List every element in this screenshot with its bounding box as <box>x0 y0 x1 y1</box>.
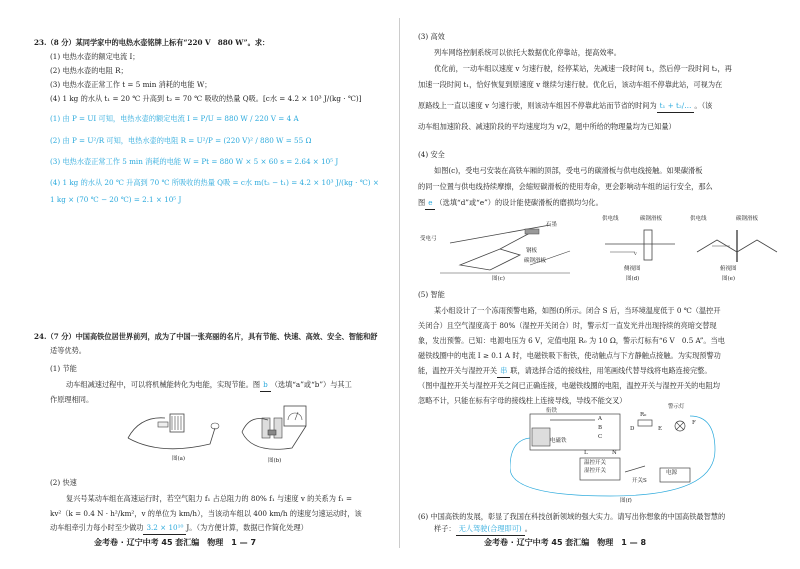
figure-f-label-armature: 衔铁 <box>546 408 558 414</box>
p3-text-4: 原路线上一直以速度 v 匀速行驶，则该动车组因不停靠此站而节省的时间为 t₁ + t₂/… 。（该 <box>418 99 712 113</box>
p6-text-2: 样子： 无人驾驶(合理即可) 。 <box>434 522 532 536</box>
figure-f-label-R0: R₀ <box>640 412 647 418</box>
q24-p2-answer: 3.2 × 10¹⁰ <box>143 521 186 535</box>
q24-p1-text: 动车组减速过程中，可以将机械能转化为电能，实现节能。图 b （选填“a”或“b”）与其工 <box>66 378 352 392</box>
q24-p1-title: (1) 节能 <box>50 364 77 373</box>
right-footer: 金考卷 · 辽宁中考 45 套汇编 物理 1 — 8 <box>484 538 647 547</box>
figure-f-label-A: A <box>598 416 602 422</box>
q23-header: 23.（8 分）某同学家中的电热水壶铭牌上标有“220 V 880 W”。求： <box>34 38 270 47</box>
figure-c-label-1: 受电弓 <box>420 236 437 242</box>
q24-header-2: 适等优势。 <box>50 346 86 355</box>
q23-answer-3: (3) 电热水壶正常工作 5 min 消耗的电能 W = Pt = 880 W × 5 × 60 s = 2.64 × 10⁵ J <box>50 157 339 166</box>
figure-b-diagram <box>232 402 322 458</box>
q24-p2-text-1: 复兴号某动车组在高速运行时，若空气阻力 f₁ 占总阻力的 80% f₁ 与速度 v 的关系为 f₁ = <box>66 494 353 503</box>
figure-d-label-1: 供电线 <box>602 216 619 222</box>
velocity-label: v <box>634 251 637 257</box>
p5-text-1: 某小组设计了一个冻雨预警电路，如图(f)所示。闭合 S 后，当环境温度低于 0 ℃（温控开 <box>434 306 721 315</box>
figure-f-label-N: N <box>612 450 617 456</box>
p4-text-2: 的同一位置与供电线持续摩擦，会缩短碳滑板的使用寿命，更会影响动车组的运行安全，那么 <box>418 182 713 191</box>
figure-f-label-switch-S: 开关S <box>632 478 647 484</box>
figure-e-diagram <box>692 222 782 272</box>
figure-c-label-2: 石墨 <box>546 222 558 228</box>
p5-text-4: 磁铁线圈中的电流 I ≥ 0.1 A 时，电磁铁吸下衔铁，使动触点与下方静触点接触。为实现预警功 <box>418 351 721 360</box>
figure-f-label-power: 电源 <box>666 470 678 476</box>
figure-e-caption: 图(e) <box>722 276 736 282</box>
figure-f-label-B: B <box>598 425 603 431</box>
p4-text-1: 如图(c)，受电弓安装在高铁车厢的顶部，受电弓的碳滑板与供电线接触。如果碳滑板 <box>434 166 703 175</box>
q23-answer-5: 1 kg × (70 ℃ − 20 ℃) = 2.1 × 10⁵ J <box>50 195 182 204</box>
p4-text-3: 图 e （选填“d”或“e”）的设计能使碳滑板的磨损均匀化。 <box>418 196 603 210</box>
figure-d-label-3: 侧视图 <box>624 266 641 272</box>
left-footer: 金考卷 · 辽宁中考 45 套汇编 物理 1 — 7 <box>94 538 257 547</box>
figure-d-caption: 图(d) <box>626 276 640 282</box>
p6-answer: 无人驾驶(合理即可) <box>456 522 525 536</box>
q24-header: 24.（7 分）中国高铁位居世界前列，成为了中国一张亮丽的名片，具有节能、快速、高效、安全、智能和舒 <box>34 332 378 341</box>
q24-p2-text-2: kv²（k = 0.4 N · h²/km²，v 的单位为 km/h），当该动车组以 400 km/h 的速度匀速运动时，该 <box>50 509 362 518</box>
p4-title: (4) 安全 <box>418 150 445 159</box>
q23-part-3: (3) 电热水壶正常工作 t = 5 min 消耗的电能 W； <box>50 80 212 89</box>
figure-e-label-3: 俯视图 <box>720 266 737 272</box>
q24-p1-answer: b <box>260 378 271 392</box>
p3-text-3: 加速一段时间 t₁，恰好恢复到原速度 v 继续匀速行驶。优化后，该动车组不停靠此站，可视为在 <box>418 80 723 89</box>
q23-answer-4: (4) 1 kg 的水从 20 ℃ 升高到 70 ℃ 所吸收的热量 Q吸 = c水 m(t₂ − t₁) = 4.2 × 10³ J/(kg · ℃) × <box>50 178 379 187</box>
p5-text-5: 能，温控开关与湿控开关 串 联，请选择合适的接线柱，用笔画线代替导线将电路连接完整。 <box>418 364 712 378</box>
p5-answer: 串 <box>497 364 510 378</box>
figure-f-label-humidity-switch: 湿控开关 <box>584 468 607 474</box>
q23-answer-1: (1) 由 P = UI 可知，电热水壶的额定电流 I = P/U = 880 W / 220 V = 4 A <box>50 114 299 123</box>
figure-c-label-4: 碳钢滑板 <box>524 258 547 264</box>
p3-text-2: 优化前，一动车组以速度 v 匀速行驶，经停某站，先减速一段时间 t₁，然后停一段时间 t₂，再 <box>434 64 732 73</box>
q24-p2-text-3: 动车组牵引力每小时至少做功 3.2 × 10¹⁰ J。（为方便计算，数据已作简化处理） <box>50 521 308 535</box>
figure-f-label-temp-switch: 温控开关 <box>584 460 607 466</box>
figure-c-caption: 图(c) <box>492 276 505 282</box>
p5-title: (5) 智能 <box>418 290 445 299</box>
figure-d-label-2: 碳钢滑板 <box>640 216 663 222</box>
figure-f-label-L: L <box>584 450 588 456</box>
right-page <box>400 0 800 569</box>
figure-f-label-electromagnet: 电磁铁 <box>550 438 567 444</box>
p5-text-7: （图中温控开关与湿控开关之间已正确连接，电磁铁线圈的电阻，温控开关与湿控开关的电阻均 <box>418 381 720 390</box>
q24-p1-text-3: 作原理相同。 <box>50 395 94 404</box>
q23-answer-2: (2) 由 P = U²/R 可知，电热水壶的电阻 R = U²/P = (220 V)² / 880 W = 55 Ω <box>50 136 312 145</box>
p5-text-2: 关闭合）且空气湿度高于 80%（湿控开关闭合）时，警示灯一直发光并出现持续的亮暗交替现 <box>418 321 717 330</box>
figure-e-label-2: 碳钢滑板 <box>736 216 759 222</box>
figure-f-label-D: D <box>630 426 635 432</box>
figure-c-label-3: 钢板 <box>526 248 538 254</box>
q23-part-1: (1) 电热水壶的额定电流 I； <box>50 52 140 61</box>
figure-d-diagram <box>600 222 680 272</box>
p3-text-1: 列车网络控制系统可以依托大数据优化停靠站，提高效率。 <box>434 48 621 57</box>
p3-title: (3) 高效 <box>418 32 445 41</box>
p4-answer: e <box>425 196 435 210</box>
q23-part-4: (4) 1 kg 的水从 t₁ = 20 ℃ 升高到 t₂ = 70 ℃ 吸收的热量 Q吸。[c水 = 4.2 × 10³ J/(kg · ℃)] <box>50 94 362 103</box>
p5-text-8: 忽略不计，只能在标有字母的接线柱上连接导线，导线不能交叉） <box>418 396 627 405</box>
figure-a-caption: 图(a) <box>172 456 186 462</box>
q23-part-2: (2) 电热水壶的电阻 R； <box>50 66 128 75</box>
q24-p2-title: (2) 快速 <box>50 478 77 487</box>
figure-a-diagram <box>120 408 230 456</box>
figure-f-label-E: E <box>658 426 663 432</box>
figure-f-label-warning-lamp: 警示灯 <box>668 404 685 410</box>
p3-answer: t₁ + t₂/… <box>657 99 695 113</box>
p5-text-3: 象，发出预警。已知：电源电压为 6 V，定值电阻 R₀ 为 10 Ω，警示灯标有“6 V 0.5 A”。当电 <box>418 336 725 345</box>
p3-text-6: 动车组加速阶段、减速阶段的平均速度均为 v/2，题中所给的物理量均为已知量） <box>418 122 676 131</box>
figure-f-caption: 图(f) <box>620 498 632 504</box>
figure-b-caption: 图(b) <box>268 458 282 464</box>
figure-f-label-C: C <box>598 434 603 440</box>
p6-text-1: (6) 中国高铁的发展，彰显了我国在科技创新领域的强大实力。请写出你想象的中国高铁最智慧的 <box>418 512 726 521</box>
figure-f-label-F: F <box>692 420 696 426</box>
figure-e-label-1: 供电线 <box>690 216 707 222</box>
